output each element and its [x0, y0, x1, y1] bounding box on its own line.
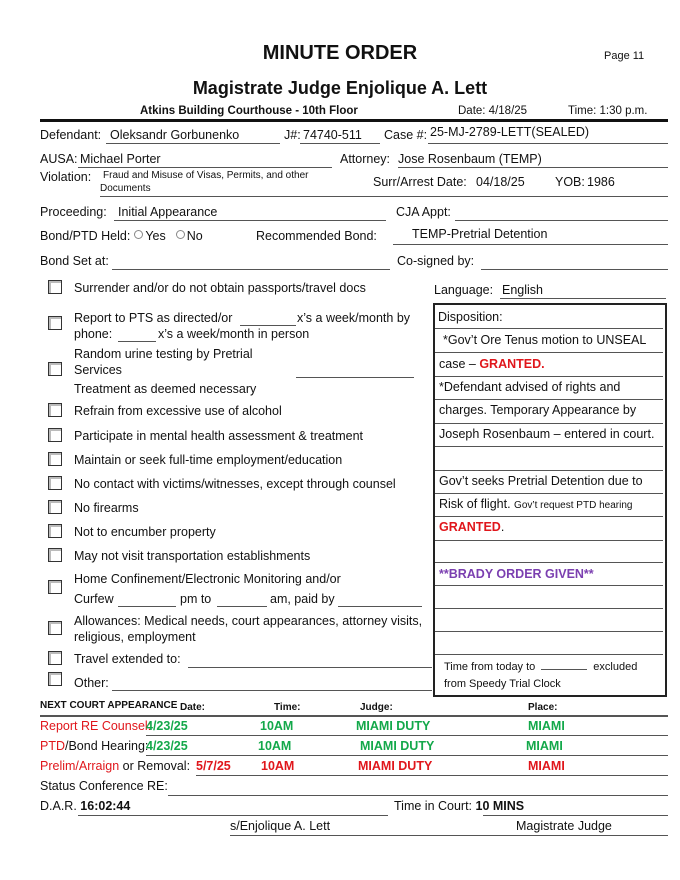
appearance-time: 10AM	[261, 759, 295, 773]
surr-label: Surr/Arrest Date:	[373, 175, 467, 189]
case-number: 25-MJ-2789-LETT(SEALED)	[430, 125, 590, 139]
page-number: Page 11	[604, 50, 645, 62]
checkbox-no-contact[interactable]	[48, 476, 62, 490]
time-in-court-label: Time in Court:	[394, 799, 473, 813]
appearance-judge: MIAMI DUTY	[360, 739, 435, 753]
appearance-date: 4/23/25	[146, 719, 188, 733]
condition-text: pm to	[180, 592, 212, 606]
j-label: J#:	[284, 128, 301, 142]
cja-label: CJA Appt:	[396, 205, 451, 219]
violation-label: Violation:	[40, 170, 92, 184]
disposition-line: charges. Temporary Appearance by	[439, 403, 637, 417]
dar-value: 16:02:44	[80, 799, 131, 813]
condition-text: Surrender and/or do not obtain passports/travel docs	[74, 281, 366, 295]
condition-text: Random urine testing by Pretrial	[74, 347, 253, 361]
condition-text: Travel extended to:	[74, 652, 181, 666]
disposition-label: Disposition:	[438, 310, 503, 324]
yob: 1986	[587, 175, 615, 189]
disposition-line: *Gov’t Ore Tenus motion to UNSEAL	[443, 333, 647, 347]
proceeding: Initial Appearance	[118, 205, 218, 219]
cosigned-label: Co-signed by:	[397, 254, 475, 268]
condition-text: No contact with victims/witnesses, except through counsel	[74, 477, 396, 491]
j-number: 74740-511	[303, 128, 362, 142]
bond-hearing-label: /Bond Hearing:	[65, 739, 149, 753]
condition-text: Maintain or seek full-time employment/education	[74, 453, 343, 467]
col-judge: Judge:	[360, 702, 393, 713]
appearance-date: 4/23/25	[146, 739, 188, 753]
appearance-time: 10AM	[260, 719, 294, 733]
granted-text: GRANTED	[439, 520, 501, 534]
surr-date: 04/18/25	[476, 175, 525, 189]
checkbox-mental-health[interactable]	[48, 428, 62, 442]
prelim-label: Prelim/Arraign	[40, 759, 120, 773]
no-radio[interactable]	[176, 230, 185, 239]
header-rule	[40, 119, 668, 122]
condition-text: Services	[74, 363, 122, 377]
yes-label: Yes	[145, 229, 166, 243]
bond-set-label: Bond Set at:	[40, 254, 109, 268]
hearing-date: Date: 4/18/25	[458, 105, 528, 117]
violation-line-2: Documents	[100, 183, 151, 194]
appearance-time: 10AM	[258, 739, 292, 753]
removal-label: or Removal:	[119, 759, 191, 773]
judge-role: Magistrate Judge	[516, 819, 612, 833]
speedy-text: Time from today to	[444, 661, 536, 673]
granted-text: GRANTED.	[479, 357, 545, 371]
condition-text: religious, employment	[74, 630, 196, 644]
time-in-court-value: 10 MINS	[475, 799, 525, 813]
defendant-name: Oleksandr Gorbunenko	[110, 128, 240, 142]
ptd-label: PTD	[40, 739, 65, 753]
condition-text: Participate in mental health assessment & treatment	[74, 429, 364, 443]
condition-text: May not visit transportation establishments	[74, 549, 311, 563]
appearance-place: MIAMI	[526, 739, 563, 753]
bond-held-label: Bond/PTD Held:	[40, 229, 131, 243]
checkbox-firearms[interactable]	[48, 500, 62, 514]
judge-title: Magistrate Judge Enjolique A. Lett	[192, 78, 488, 98]
document-title: MINUTE ORDER	[262, 42, 418, 64]
checkbox-home-confinement[interactable]	[48, 580, 62, 594]
checkbox-transportation[interactable]	[48, 548, 62, 562]
ausa-label: AUSA:	[40, 152, 78, 166]
proceeding-label: Proceeding:	[40, 205, 107, 219]
status-conference-label: Status Conference RE:	[40, 779, 168, 793]
checkbox-allowances[interactable]	[48, 621, 62, 635]
recommended-bond: TEMP-Pretrial Detention	[412, 227, 548, 241]
period: .	[500, 520, 505, 534]
condition-text: Allowances: Medical needs, court appearances, attorney visits,	[74, 614, 423, 628]
ausa-name: Michael Porter	[80, 152, 161, 166]
defendant-label: Defendant:	[40, 128, 102, 142]
report-counsel-label: Report RE Counsel:	[40, 719, 152, 733]
no-label: No	[186, 229, 203, 243]
checkbox-surrender[interactable]	[48, 280, 62, 294]
yes-radio[interactable]	[134, 230, 143, 239]
checkbox-alcohol[interactable]	[48, 403, 62, 417]
condition-text: Curfew	[74, 592, 114, 606]
speedy-text: excluded	[593, 661, 638, 673]
condition-text: Refrain from excessive use of alcohol	[74, 404, 282, 418]
violation-line-1: Fraud and Misuse of Visas, Permits, and other	[103, 170, 309, 181]
language-label: Language:	[434, 283, 494, 297]
case-label: Case #:	[384, 128, 428, 142]
attorney-name: Jose Rosenbaum (TEMP)	[398, 152, 542, 166]
condition-text: am, paid by	[270, 592, 335, 606]
condition-text: Not to encumber property	[74, 525, 216, 539]
speedy-text: from Speedy Trial Clock	[444, 678, 561, 690]
condition-text: Other:	[74, 676, 109, 690]
language-value: English	[502, 283, 543, 297]
condition-text: x’s a week/month in person	[158, 327, 310, 341]
location: Atkins Building Courthouse - 10th Floor	[140, 105, 358, 117]
dar-label: D.A.R.	[40, 799, 77, 813]
condition-text: Report to PTS as directed/or	[74, 311, 233, 325]
condition-text: Home Confinement/Electronic Monitoring and/or	[74, 572, 341, 586]
appearance-place: MIAMI	[528, 719, 565, 733]
condition-text: phone:	[74, 327, 113, 341]
condition-text: No firearms	[74, 501, 139, 515]
checkbox-report-pts[interactable]	[48, 316, 62, 330]
checkbox-employment[interactable]	[48, 452, 62, 466]
yob-label: YOB:	[555, 175, 585, 189]
condition-text: x’s a week/month by	[297, 311, 411, 325]
checkbox-other[interactable]	[48, 672, 62, 686]
disposition-line: *Defendant advised of rights and	[439, 380, 621, 394]
judge-signature: s/Enjolique A. Lett	[230, 819, 331, 833]
appearance-place: MIAMI	[528, 759, 565, 773]
disposition-line: Risk of flight.	[439, 497, 511, 511]
disposition-line: Gov’t request PTD hearing	[514, 500, 633, 511]
disposition-line: case –	[439, 357, 480, 371]
recommended-bond-label: Recommended Bond:	[256, 229, 377, 243]
checkbox-urine-testing[interactable]	[48, 362, 62, 376]
attorney-label: Attorney:	[340, 152, 391, 166]
appearance-date: 5/7/25	[196, 759, 231, 773]
col-place: Place:	[528, 702, 558, 713]
checkbox-travel[interactable]	[48, 651, 62, 665]
appearance-judge: MIAMI DUTY	[358, 759, 433, 773]
condition-text: Treatment as deemed necessary	[74, 382, 257, 396]
disposition-line: Gov’t seeks Pretrial Detention due to	[439, 474, 643, 488]
col-time: Time:	[274, 702, 301, 713]
col-date: Date:	[180, 702, 206, 713]
checkbox-encumber[interactable]	[48, 524, 62, 538]
appearance-judge: MIAMI DUTY	[356, 719, 431, 733]
next-appearance-title: NEXT COURT APPEARANCE	[40, 700, 178, 711]
hearing-time: Time: 1:30 p.m.	[568, 105, 648, 117]
brady-order-text: **BRADY ORDER GIVEN**	[439, 567, 594, 581]
disposition-line: Joseph Rosenbaum – entered in court.	[439, 427, 655, 441]
